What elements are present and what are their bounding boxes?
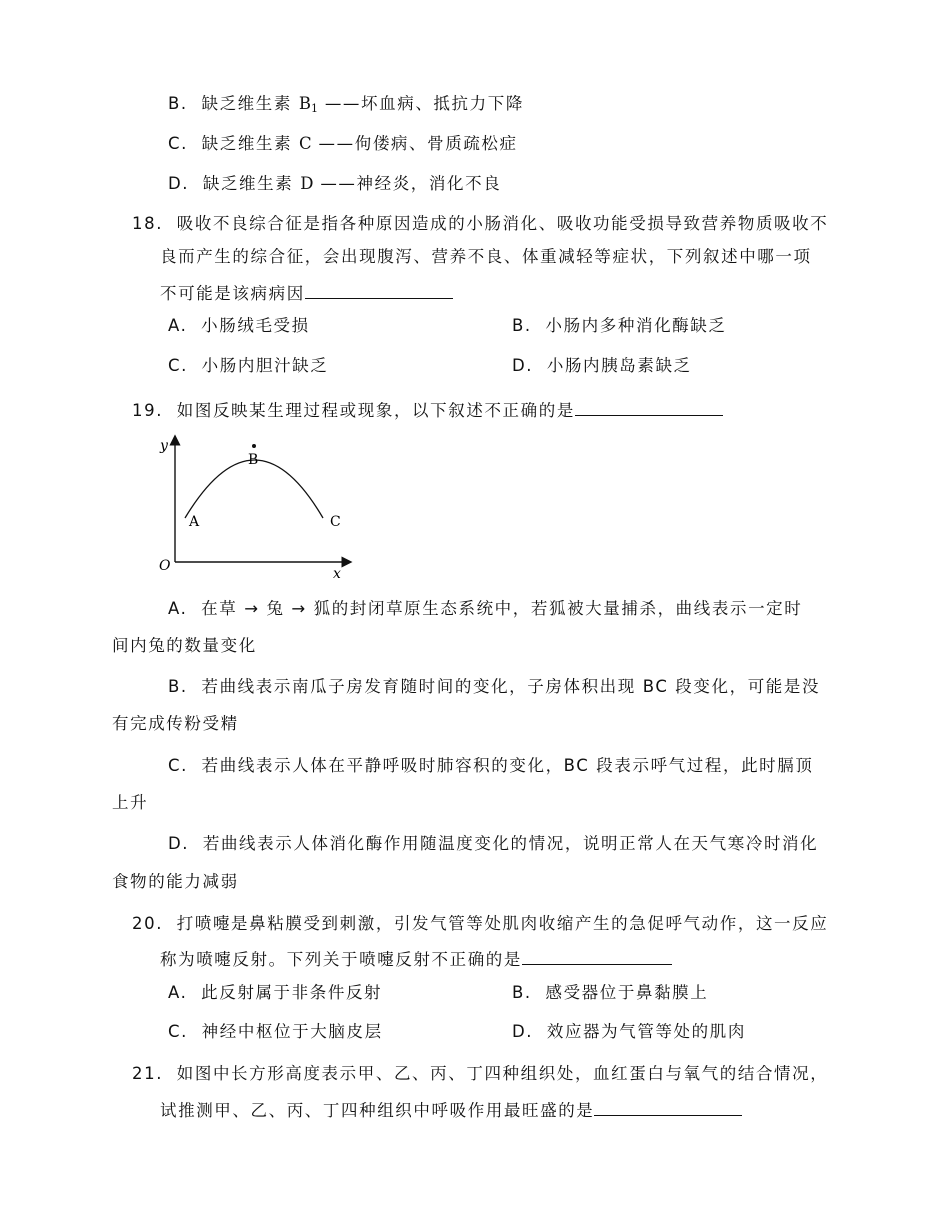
q18-option-d: D. 小肠内胰岛素缺乏 [512, 356, 692, 375]
q18-stem-line1: 18. 吸收不良综合征是指各种原因造成的小肠消化、吸收功能受损导致营养物质吸收不 [132, 214, 829, 233]
q18-option-a: A. 小肠绒毛受损 [168, 316, 310, 335]
answer-blank[interactable] [522, 946, 672, 965]
q19-option-a-line2: 间内兔的数量变化 [112, 636, 257, 655]
q19-option-b-line1: B. 若曲线表示南瓜子房发育随时间的变化，子房体积出现 BC 段变化，可能是没 [168, 677, 821, 696]
q19-curve-graph [155, 432, 355, 582]
origin-label: O [159, 558, 171, 574]
q17-option-d: D. 缺乏维生素 D ——神经炎，消化不良 [168, 174, 502, 193]
curve-abc [185, 460, 323, 518]
q21-stem-line1: 21. 如图中长方形高度表示甲、乙、丙、丁四种组织处，血红蛋白与氧气的结合情况， [132, 1064, 829, 1083]
q18-option-c: C. 小肠内胆汁缺乏 [168, 356, 329, 375]
question-number: 19. [132, 401, 164, 420]
point-b-dot [252, 444, 256, 448]
q20-stem-line1: 20. 打喷嚏是鼻粘膜受到刺激，引发气管等处肌肉收缩产生的急促呼气动作，这一反应 [132, 914, 829, 933]
q17-option-c: C. 缺乏维生素 C ——佝偻病、骨质疏松症 [168, 134, 518, 153]
q20-option-d: D. 效应器为气管等处的肌肉 [512, 1022, 746, 1041]
answer-blank[interactable] [305, 280, 453, 299]
q20-option-a: A. 此反射属于非条件反射 [168, 983, 383, 1002]
q18-stem-line3: 不可能是该病病因 [160, 280, 453, 305]
q19-option-d-line2: 食物的能力减弱 [112, 872, 239, 891]
point-b-label: B [248, 452, 259, 468]
y-axis-label: y [160, 438, 168, 454]
q19-option-d-line1: D. 若曲线表示人体消化酶作用随温度变化的情况，说明正常人在天气寒冷时消化 [168, 834, 819, 853]
question-number: 20. [132, 914, 164, 933]
q20-stem-line2: 称为喷嚏反射。下列关于喷嚏反射不正确的是 [160, 946, 672, 971]
q19-stem: 19. 如图反映某生理过程或现象，以下叙述不正确的是 [132, 397, 723, 422]
q19-option-c-line2: 上升 [112, 793, 149, 812]
q19-option-b-line2: 有完成传粉受精 [112, 714, 239, 733]
q18-stem-line2: 良而产生的综合征，会出现腹泻、营养不良、体重减轻等症状，下列叙述中哪一项 [160, 247, 812, 266]
x-axis-label: x [333, 566, 341, 582]
q20-option-b: B. 感受器位于鼻黏膜上 [512, 983, 709, 1002]
point-c-label: C [330, 514, 341, 530]
q21-stem-line2: 试推测甲、乙、丙、丁四种组织中呼吸作用最旺盛的是 [160, 1097, 742, 1122]
q19-option-a-line1: A. 在草 → 兔 → 狐的封闭草原生态系统中，若狐被大量捕杀，曲线表示一定时 [168, 599, 803, 618]
question-number: 18. [132, 214, 164, 233]
q17-option-b: B. 缺乏维生素 $B_1$ ——坏血病、抵抗力下降 [168, 94, 524, 115]
answer-blank[interactable] [594, 1097, 742, 1116]
answer-blank[interactable] [575, 397, 723, 416]
q20-option-c: C. 神经中枢位于大脑皮层 [168, 1022, 383, 1041]
q18-option-b: B. 小肠内多种消化酶缺乏 [512, 316, 727, 335]
question-number: 21. [132, 1064, 164, 1083]
q19-option-c-line1: C. 若曲线表示人体在平静呼吸时肺容积的变化，BC 段表示呼气过程，此时膈顶 [168, 756, 814, 775]
point-a-label: A [189, 514, 200, 530]
